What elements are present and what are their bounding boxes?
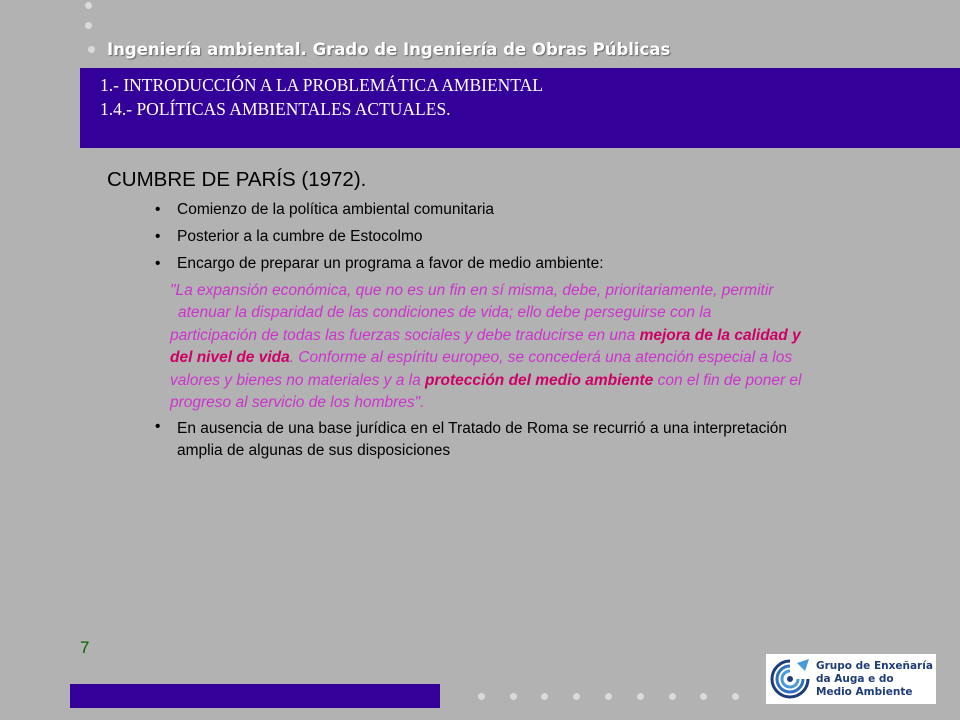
decor-dot xyxy=(510,693,517,700)
decor-dot xyxy=(732,693,739,700)
quote-block xyxy=(170,280,940,414)
quote-text: valores y bienes no materiales y a la xyxy=(170,371,426,389)
quote-line xyxy=(170,325,940,347)
quote-line: atenuar la disparidad de las condiciones de vida; ello debe perseguirse con la xyxy=(178,304,712,322)
bullet-mark: • xyxy=(155,228,161,245)
bullet-text: Encargo de preparar un programa a favor de medio ambiente: xyxy=(177,255,604,272)
logo-text: da Auga e do xyxy=(816,673,894,685)
bullet-mark: • xyxy=(155,418,161,435)
quote-highlight: mejora de la calidad y xyxy=(639,326,801,344)
section-title: 1.- INTRODUCCIÓN A LA PROBLEMÁTICA AMBIENTAL xyxy=(100,75,543,95)
quote-highlight: del nivel de vida xyxy=(170,349,290,367)
decor-dot xyxy=(478,693,485,700)
decor-dot xyxy=(700,693,707,700)
quote-line xyxy=(170,370,940,392)
decor-dot xyxy=(637,693,644,700)
decor-dot xyxy=(85,22,92,29)
decor-dot xyxy=(541,693,548,700)
quote-highlight: protección del medio ambiente xyxy=(425,371,654,389)
footer-bar xyxy=(70,684,440,708)
page-number: 7 xyxy=(80,638,90,657)
quote-line xyxy=(170,347,940,369)
decor-dot xyxy=(85,2,92,9)
decor-dot xyxy=(88,46,95,53)
logo-text: Medio Ambiente xyxy=(816,686,913,698)
spiral-logo-icon xyxy=(769,657,811,701)
course-title: Ingeniería ambiental. Grado de Ingeniería de Obras Públicas xyxy=(107,40,671,59)
logo-text: Grupo de Enxeñaría xyxy=(816,660,933,672)
bullet-text: En ausencia de una base jurídica en el Tratado de Roma se recurrió a una interpretación xyxy=(177,420,788,437)
decor-dot xyxy=(573,693,580,700)
subsection-title: 1.4.- POLÍTICAS AMBIENTALES ACTUALES. xyxy=(100,99,451,119)
decor-dot xyxy=(669,693,676,700)
bullet-text: Posterior a la cumbre de Estocolmo xyxy=(177,228,423,245)
bullet-mark: • xyxy=(155,255,161,272)
bullet-mark: • xyxy=(155,201,161,218)
decor-dot xyxy=(605,693,612,700)
title-band xyxy=(80,68,960,148)
bullet-text: amplia de algunas de sus disposiciones xyxy=(177,442,451,459)
quote-text: . Conforme al espíritu europeo, se concederá una atención especial a los xyxy=(289,349,793,367)
slide-heading: CUMBRE DE PARÍS (1972). xyxy=(107,168,367,191)
group-logo xyxy=(766,654,936,704)
quote-line: "La expansión económica, que no es un fin en sí misma, debe, prioritariamente, permitir xyxy=(170,282,774,299)
quote-line: progreso al servicio de los hombres". xyxy=(170,394,425,412)
quote-text: con el fin de poner el xyxy=(653,371,802,389)
quote-text: participación de todas las fuerzas sociales y debe traducirse en una xyxy=(170,326,640,344)
bullet-text: Comienzo de la política ambiental comunitaria xyxy=(177,201,495,218)
